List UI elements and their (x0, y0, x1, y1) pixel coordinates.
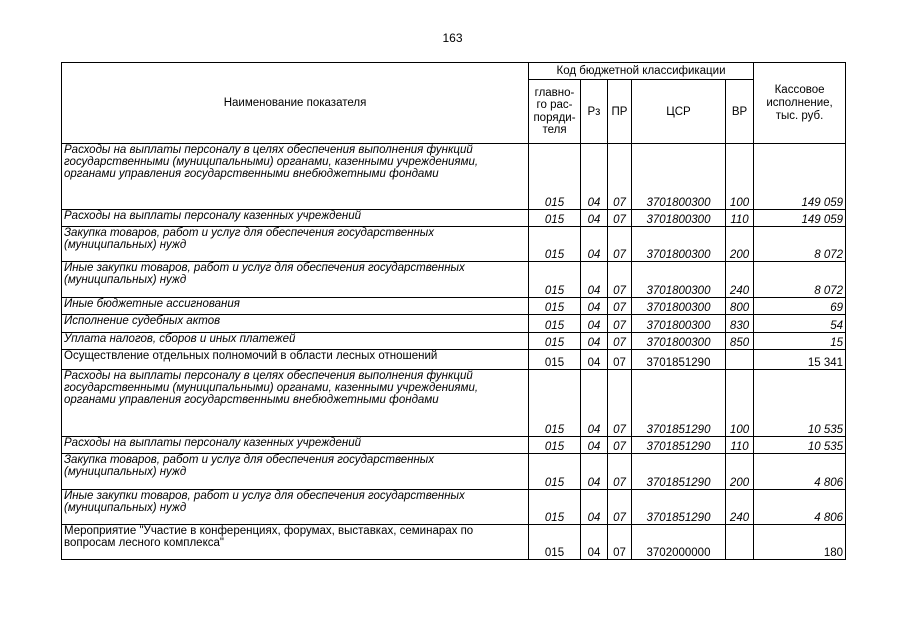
header-chief-administrator: главно-го рас-поряди-теля (529, 80, 581, 144)
cell-rz: 04 (581, 437, 608, 454)
cell-chief-administrator: 015 (529, 370, 581, 437)
table-row (62, 370, 846, 437)
cell-vr: 110 (726, 437, 754, 454)
table-row (62, 227, 846, 262)
table-row (62, 525, 846, 560)
table-row (62, 262, 846, 298)
cell-cash-execution: 15 (754, 333, 846, 350)
cell-csr: 3701851290 (632, 437, 726, 454)
table-row (62, 210, 846, 227)
cell-chief-administrator: 015 (529, 210, 581, 227)
table-row (62, 298, 846, 315)
cell-chief-administrator: 015 (529, 454, 581, 490)
cell-indicator-name: Расходы на выплаты персоналу казенных учреждений (62, 210, 529, 227)
header-budget-classification-code: Код бюджетной классификации (529, 63, 754, 80)
header-indicator-name: Наименование показателя (62, 63, 529, 144)
cell-indicator-name: Закупка товаров, работ и услуг для обеспечения государственных (муниципальных) нужд (62, 227, 529, 262)
cell-csr: 3701851290 (632, 370, 726, 437)
cell-pr: 07 (608, 490, 632, 525)
cell-csr: 3701800300 (632, 298, 726, 315)
cell-pr: 07 (608, 227, 632, 262)
cell-csr: 3701800300 (632, 333, 726, 350)
cell-indicator-name: Мероприятие "Участие в конференциях, форумах, выставках, семинарах по вопросам лесного комплекса" (62, 525, 529, 560)
cell-cash-execution: 180 (754, 525, 846, 560)
cell-cash-execution: 10 535 (754, 437, 846, 454)
cell-vr: 240 (726, 262, 754, 298)
table-row (62, 350, 846, 370)
cell-vr: 200 (726, 227, 754, 262)
cell-csr: 3701800300 (632, 144, 726, 210)
cell-vr (726, 350, 754, 370)
cell-cash-execution: 54 (754, 315, 846, 333)
cell-csr: 3701800300 (632, 315, 726, 333)
cell-cash-execution: 69 (754, 298, 846, 315)
cell-pr: 07 (608, 333, 632, 350)
cell-indicator-name: Иные бюджетные ассигнования (62, 298, 529, 315)
cell-vr: 800 (726, 298, 754, 315)
cell-csr: 3701800300 (632, 262, 726, 298)
table-row (62, 144, 846, 210)
cell-rz: 04 (581, 144, 608, 210)
cell-csr: 3701851290 (632, 454, 726, 490)
cell-cash-execution: 8 072 (754, 262, 846, 298)
cell-vr: 830 (726, 315, 754, 333)
cell-csr: 3701851290 (632, 490, 726, 525)
cell-chief-administrator: 015 (529, 227, 581, 262)
cell-vr: 100 (726, 370, 754, 437)
header-cash-execution: Кассовое исполнение, тыс. руб. (754, 63, 846, 144)
table-row (62, 454, 846, 490)
cell-vr: 200 (726, 454, 754, 490)
cell-cash-execution: 149 059 (754, 210, 846, 227)
cell-vr: 240 (726, 490, 754, 525)
cell-pr: 07 (608, 210, 632, 227)
cell-cash-execution: 149 059 (754, 144, 846, 210)
cell-chief-administrator: 015 (529, 298, 581, 315)
table-row (62, 490, 846, 525)
cell-rz: 04 (581, 350, 608, 370)
cell-rz: 04 (581, 370, 608, 437)
cell-indicator-name: Расходы на выплаты персоналу в целях обеспечения выполнения функций государственными (муниципальными) органами, казенными учреждениями, органами управления государственными внебюджетными фондами (62, 370, 529, 437)
header-rz: Рз (581, 80, 608, 144)
cell-csr: 3701800300 (632, 227, 726, 262)
header-vr: ВР (726, 80, 754, 144)
cell-rz: 04 (581, 210, 608, 227)
table-row (62, 333, 846, 350)
budget-execution-table (61, 62, 846, 560)
cell-pr: 07 (608, 454, 632, 490)
header-csr: ЦСР (632, 80, 726, 144)
cell-indicator-name: Уплата налогов, сборов и иных платежей (62, 333, 529, 350)
cell-rz: 04 (581, 315, 608, 333)
cell-indicator-name: Иные закупки товаров, работ и услуг для обеспечения государственных (муниципальных) нужд (62, 262, 529, 298)
cell-rz: 04 (581, 262, 608, 298)
cell-chief-administrator: 015 (529, 333, 581, 350)
table-row (62, 437, 846, 454)
table-body (62, 144, 846, 560)
cell-vr: 100 (726, 144, 754, 210)
cell-cash-execution: 4 806 (754, 490, 846, 525)
header-pr: ПР (608, 80, 632, 144)
cell-indicator-name: Расходы на выплаты персоналу казенных учреждений (62, 437, 529, 454)
cell-rz: 04 (581, 298, 608, 315)
cell-rz: 04 (581, 227, 608, 262)
cell-chief-administrator: 015 (529, 490, 581, 525)
cell-csr: 3701851290 (632, 350, 726, 370)
page-number: 163 (442, 31, 463, 45)
cell-rz: 04 (581, 525, 608, 560)
cell-indicator-name: Иные закупки товаров, работ и услуг для обеспечения государственных (муниципальных) нужд (62, 490, 529, 525)
table-header (62, 63, 846, 144)
cell-pr: 07 (608, 350, 632, 370)
cell-cash-execution: 15 341 (754, 350, 846, 370)
cell-indicator-name: Закупка товаров, работ и услуг для обеспечения государственных (муниципальных) нужд (62, 454, 529, 490)
cell-vr: 110 (726, 210, 754, 227)
cell-indicator-name: Расходы на выплаты персоналу в целях обеспечения выполнения функций государственными (муниципальными) органами, казенными учреждениями, органами управления государственными внебюджетными фондами (62, 144, 529, 210)
cell-indicator-name: Исполнение судебных актов (62, 315, 529, 333)
cell-pr: 07 (608, 525, 632, 560)
cell-chief-administrator: 015 (529, 262, 581, 298)
cell-rz: 04 (581, 454, 608, 490)
cell-chief-administrator: 015 (529, 525, 581, 560)
cell-vr (726, 525, 754, 560)
cell-pr: 07 (608, 315, 632, 333)
cell-chief-administrator: 015 (529, 437, 581, 454)
cell-pr: 07 (608, 437, 632, 454)
table-row (62, 315, 846, 333)
header-row-group (62, 63, 846, 80)
cell-pr: 07 (608, 262, 632, 298)
cell-rz: 04 (581, 333, 608, 350)
cell-cash-execution: 10 535 (754, 370, 846, 437)
cell-indicator-name: Осуществление отдельных полномочий в области лесных отношений (62, 350, 529, 370)
cell-vr: 850 (726, 333, 754, 350)
cell-pr: 07 (608, 298, 632, 315)
cell-cash-execution: 8 072 (754, 227, 846, 262)
cell-chief-administrator: 015 (529, 350, 581, 370)
cell-pr: 07 (608, 370, 632, 437)
cell-rz: 04 (581, 490, 608, 525)
cell-cash-execution: 4 806 (754, 454, 846, 490)
cell-chief-administrator: 015 (529, 315, 581, 333)
cell-pr: 07 (608, 144, 632, 210)
cell-csr: 3702000000 (632, 525, 726, 560)
cell-chief-administrator: 015 (529, 144, 581, 210)
cell-csr: 3701800300 (632, 210, 726, 227)
